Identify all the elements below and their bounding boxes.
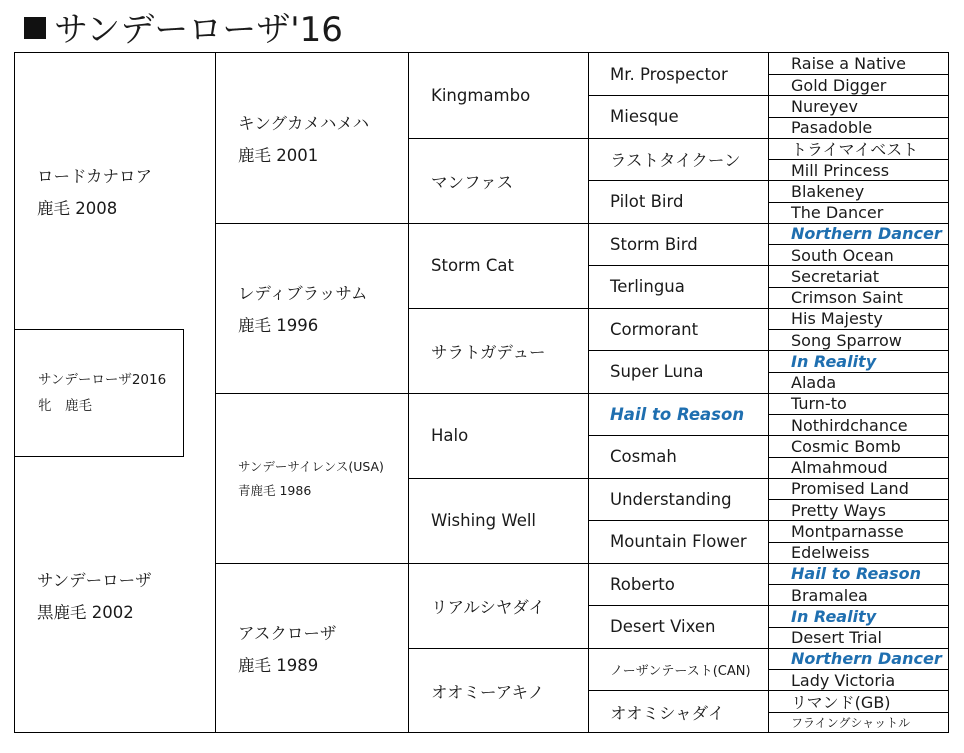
gen2-name: サンデーサイレンス(USA) [238,459,384,474]
gen5-cell: The Dancer [791,203,884,222]
dam-cell [14,457,215,733]
gen2-info: 鹿毛 2001 [238,146,319,165]
gen4-cell: Storm Bird [610,234,698,254]
grid-line [768,117,948,118]
gen3-cell: サラトガデュー [431,342,546,362]
gen4-cell: Terlingua [610,277,685,296]
gen5-cell: Cosmic Bomb [791,437,901,456]
gen4-cell: Super Luna [610,362,704,381]
gen4-cell: オオミシャダイ [610,703,725,723]
grid-line [215,563,948,564]
gen4-cell: Mr. Prospector [610,64,728,84]
dam-info: 黒鹿毛 2002 [37,603,134,622]
grid-line [768,244,948,245]
grid-line [948,52,949,733]
gen4-cell: Roberto [610,574,675,594]
gen5-cell: Mill Princess [791,160,890,180]
grid-line [14,732,948,733]
gen2-cell [215,393,408,563]
grid-line [215,223,948,224]
gen3-cell: リアルシヤダイ [431,597,545,617]
gen2-info: 鹿毛 1989 [238,656,319,675]
gen5-cell: Secretariat [791,267,880,286]
gen3-cell: Halo [431,426,469,445]
gen5-cell: Promised Land [791,479,909,498]
gen2-info: 青鹿毛 1986 [238,483,312,498]
subject-box [14,329,184,457]
grid-line [215,393,948,394]
page-title [24,2,343,50]
grid-line [588,605,948,606]
gen5-cell: トライマイベスト [791,140,919,159]
gen5-cell: Turn-to [791,394,847,413]
gen5-cell: フライングシャットル [791,716,911,730]
gen5-cell: Raise a Native [791,54,906,73]
gen5-cell: South Ocean [791,245,894,265]
sire-name: ロードカナロア [37,167,153,186]
gen4-cell: ノーザンテースト(CAN) [610,663,751,679]
grid-line [768,542,948,543]
grid-line [588,520,948,521]
gen5-cell: His Majesty [791,309,883,328]
gen4-cell: ラストタイクーン [610,151,741,170]
gen4-cell: Cormorant [610,319,699,339]
grid-line [768,457,948,458]
gen4-cell: Pilot Bird [610,192,684,211]
grid-line [588,265,948,266]
grid-line [768,584,948,585]
gen5-cell: Blakeney [791,182,865,201]
gen5-cell-highlight: Northern Dancer [791,649,942,668]
grid-line [408,138,948,139]
grid-line [768,414,948,415]
gen5-cell: Almahmoud [791,458,888,477]
grid-line [768,669,948,670]
gen4-cell: Mountain Flower [610,532,747,551]
grid-line [768,287,948,288]
grid-line [408,648,948,649]
grid-line [408,308,948,309]
gen5-cell: リマンド(GB) [791,693,891,712]
grid-line [408,478,948,479]
gen3-cell: オオミーアキノ [431,682,545,702]
sire-info: 鹿毛 2008 [37,199,118,218]
gen2-cell [215,223,408,393]
gen3-cell: マンファス [431,172,514,192]
gen2-name: キングカメハメハ [238,114,370,133]
gen5-cell: Pretty Ways [791,500,886,520]
subject-name: サンデーローザ2016 [38,372,167,388]
grid-line [768,74,948,75]
gen4-cell-highlight: Hail to Reason [610,404,745,424]
gen4-cell: Desert Vixen [610,617,716,636]
gen5-cell: Bramalea [791,585,868,605]
gen5-cell: Edelweiss [791,543,870,562]
grid-line [588,95,948,96]
grid-line [588,350,948,351]
gen5-cell: Nureyev [791,97,858,116]
grid-line [768,329,948,330]
grid-line [768,499,948,500]
gen2-cell [215,53,408,223]
gen4-cell: Miesque [610,107,679,126]
grid-line [588,435,948,436]
grid-line [768,159,948,160]
gen5-cell-highlight: Northern Dancer [791,224,942,243]
gen5-cell: Song Sparrow [791,330,902,350]
gen3-cell: Wishing Well [431,511,537,530]
gen5-cell: Alada [791,373,837,392]
gen2-name: レディブラッサム [238,284,368,303]
gen5-cell: Desert Trial [791,628,882,647]
square-bullet-icon [24,17,46,39]
gen5-cell: Crimson Saint [791,288,903,307]
grid-line [14,52,948,53]
title-text: サンデーローザ'16 [54,9,343,50]
gen2-name: アスクローザ [238,624,337,643]
gen5-cell: Gold Digger [791,75,887,95]
grid-line [14,52,15,733]
sire-cell [14,53,215,329]
gen5-cell: Nothirdchance [791,415,908,435]
grid-line [768,372,948,373]
gen3-cell: Kingmambo [431,86,531,105]
gen4-cell: Understanding [610,489,732,509]
grid-line [588,180,948,181]
gen2-cell [215,563,408,733]
gen5-cell-highlight: In Reality [791,352,877,371]
dam-name: サンデーローザ [37,571,152,590]
grid-line [588,690,948,691]
grid-line [768,202,948,203]
gen5-cell: Montparnasse [791,522,904,541]
gen4-cell: Cosmah [610,447,677,466]
gen3-cell: Storm Cat [431,256,514,275]
gen5-cell: Lady Victoria [791,670,896,690]
grid-line [768,627,948,628]
gen5-cell-highlight: In Reality [791,607,877,626]
subject-info: 牝 鹿毛 [38,398,92,414]
grid-line [768,712,948,713]
gen5-cell-highlight: Hail to Reason [791,564,922,583]
gen5-cell: Pasadoble [791,118,873,137]
gen2-info: 鹿毛 1996 [238,316,319,335]
